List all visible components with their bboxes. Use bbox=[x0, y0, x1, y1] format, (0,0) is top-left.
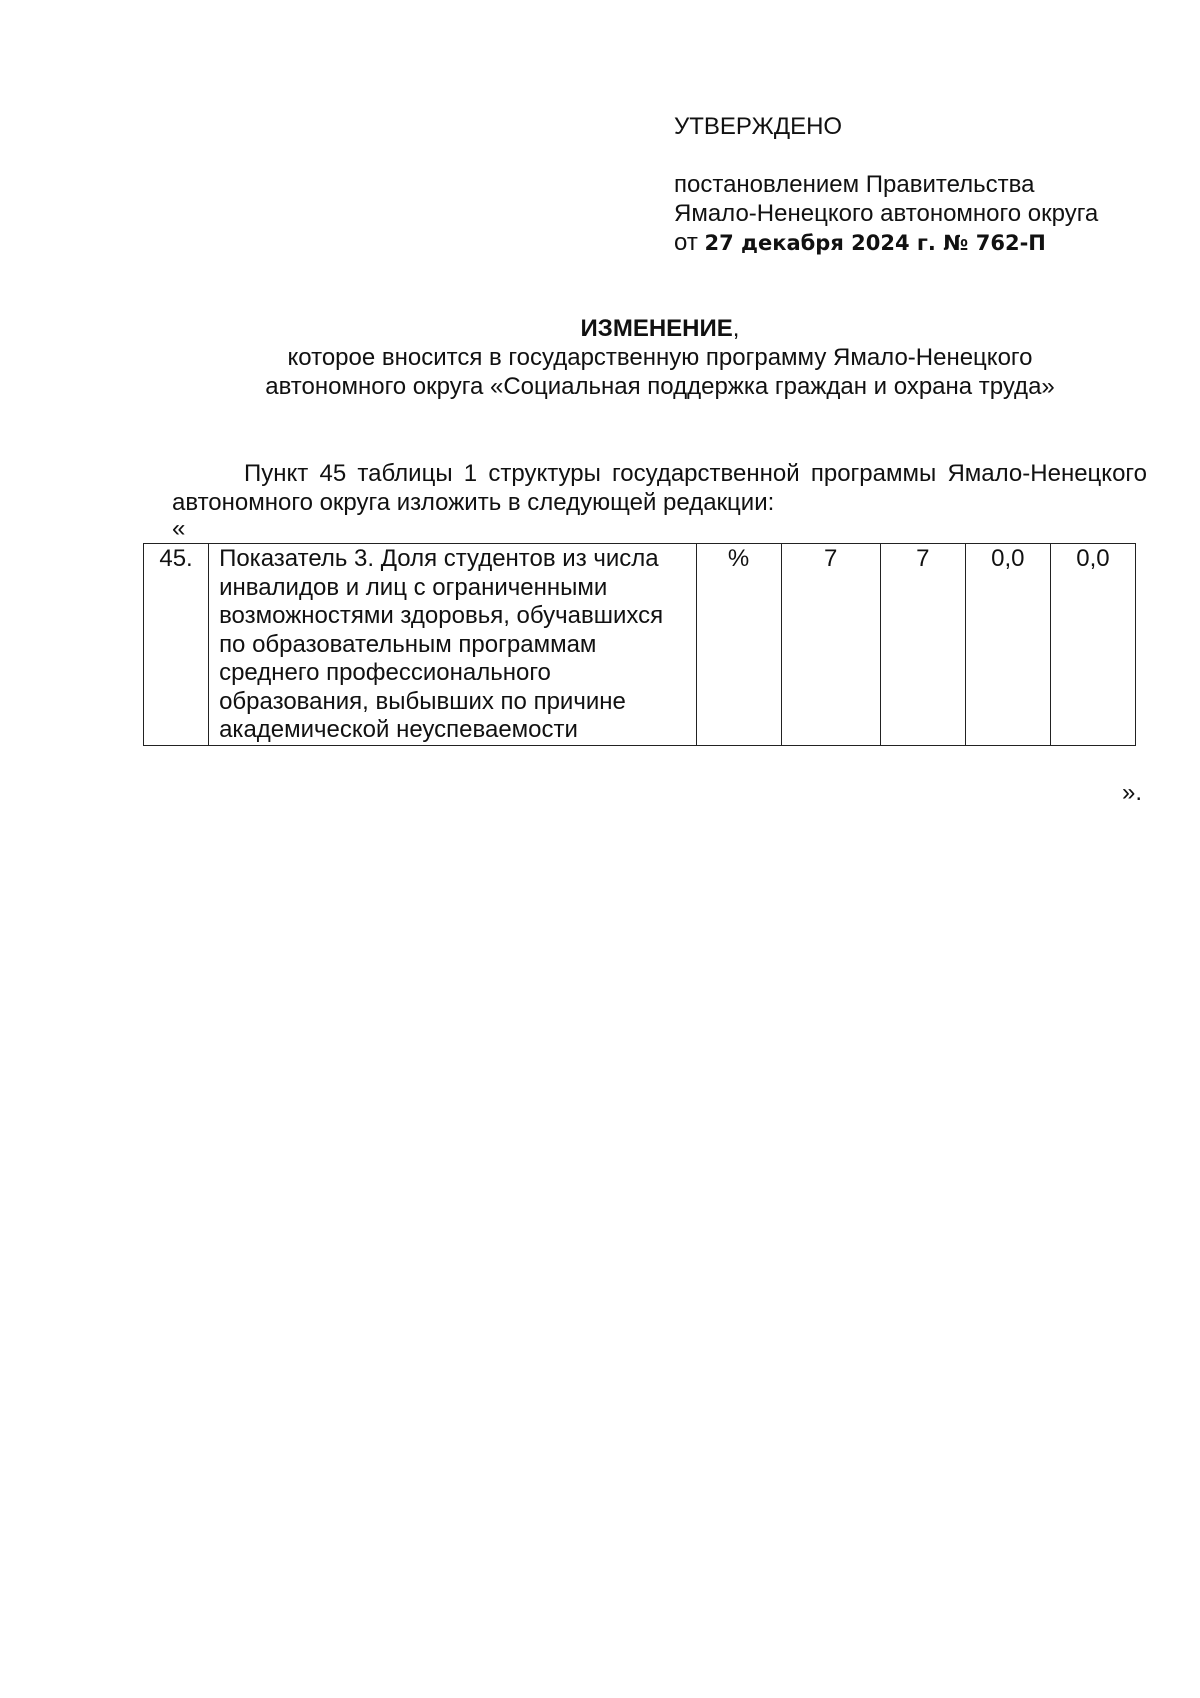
indicator-table bbox=[143, 543, 1136, 746]
unit-cell: % bbox=[696, 544, 781, 746]
row-number: 45. bbox=[144, 544, 209, 746]
approval-block bbox=[674, 112, 1154, 258]
body-paragraph: Пункт 45 таблицы 1 структуры государственной программы Ямало-Ненецкого автономного округа изложить в следующей редакции: bbox=[172, 460, 1147, 516]
closing-quote: ». bbox=[1122, 779, 1143, 806]
heading-subtitle-line-1: которое вносится в государственную программу Ямало-Ненецкого bbox=[287, 344, 1033, 371]
approval-line-2: Ямало-Ненецкого автономного округа bbox=[674, 200, 1099, 227]
approved-label: УТВЕРЖДЕНО bbox=[674, 113, 843, 140]
opening-quote: « bbox=[172, 515, 186, 542]
indicator-name: Показатель 3. Доля студентов из числа инвалидов и лиц с ограниченными возможностями здоровья, обучавшихся по образовательным программам среднего профессионального образования, выбывших по причине академической неуспеваемости bbox=[209, 544, 696, 746]
heading-title-line bbox=[150, 314, 1170, 343]
decree-date-number: 27 декабря 2024 г. № 762-П bbox=[704, 231, 1046, 255]
document-title: ИЗМЕНЕНИЕ bbox=[580, 315, 733, 342]
value-cell-1: 7 bbox=[781, 544, 880, 746]
document-heading bbox=[150, 314, 1170, 401]
value-cell-3: 0,0 bbox=[965, 544, 1050, 746]
approval-date-line bbox=[674, 228, 1154, 258]
value-cell-2: 7 bbox=[880, 544, 965, 746]
approval-line-1: постановлением Правительства bbox=[674, 171, 1035, 198]
title-comma: , bbox=[732, 315, 740, 342]
value-cell-4: 0,0 bbox=[1050, 544, 1135, 746]
heading-subtitle-line-2: автономного округа «Социальная поддержка граждан и охрана труда» bbox=[265, 373, 1055, 400]
table-row bbox=[144, 544, 1136, 746]
date-prefix: от bbox=[674, 229, 698, 256]
